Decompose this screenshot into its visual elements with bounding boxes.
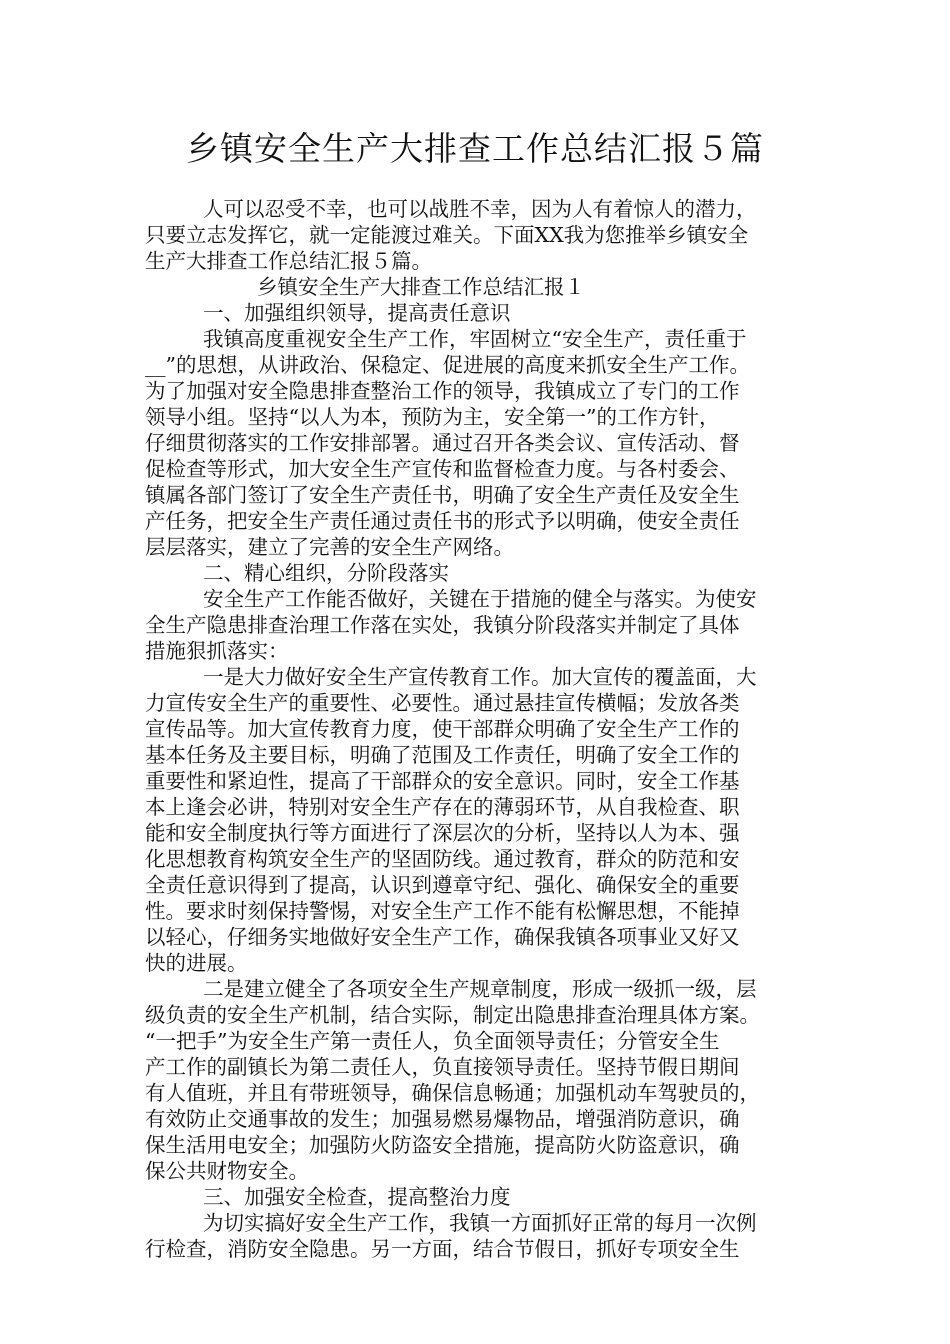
paragraph-line: 镇属各部门签订了安全生产责任书，明确了安全生产责任及安全生 <box>145 483 740 507</box>
paragraph-line: 措施狠抓落实： <box>145 639 289 663</box>
paragraph-line: 层层落实，建立了完善的安全生产网络。 <box>145 535 514 559</box>
paragraph-line: 领导小组。坚持“以人为本，预防为主，安全第一”的工作方针， <box>145 405 720 429</box>
paragraph-line: 本上逢会必讲，特别对安全生产存在的薄弱环节，从自我检查、职 <box>145 795 740 819</box>
paragraph-line: 只要立志发挥它，就一定能渡过难关。下面XX我为您推举乡镇安全 <box>145 223 749 247</box>
paragraph-line: 行检查，消防安全隐患。另一方面，结合节假日，抓好专项安全生 <box>145 1237 740 1261</box>
paragraph-line: 人可以忍受不幸，也可以战胜不幸，因为人有着惊人的潜力， <box>203 197 757 221</box>
paragraph-line: 我镇高度重视安全生产工作，牢固树立“安全生产，责任重于 <box>203 327 747 351</box>
paragraph-line: 保公共财物安全。 <box>145 1159 309 1183</box>
section-heading: 二、精心组织，分阶段落实 <box>203 561 449 585</box>
paragraph-line: 一是大力做好安全生产宣传教育工作。加大宣传的覆盖面，大 <box>203 665 757 689</box>
section-title: 乡镇安全生产大排查工作总结汇报１ <box>257 275 585 299</box>
paragraph-line: 有效防止交通事故的发生；加强易燃易爆物品，增强消防意识，确 <box>145 1107 740 1131</box>
paragraph-line: 快的进展。 <box>145 951 248 975</box>
paragraph-line: 产任务，把安全生产责任通过责任书的形式予以明确，使安全责任 <box>145 509 740 533</box>
paragraph-line: 宣传品等。加大宣传教育力度，使干部群众明确了安全生产工作的 <box>145 717 740 741</box>
paragraph-line: 力宣传安全生产的重要性、必要性。通过悬挂宣传横幅；发放各类 <box>145 691 740 715</box>
paragraph-line: 基本任务及主要目标，明确了范围及工作责任，明确了安全工作的 <box>145 743 740 767</box>
paragraph-line: 以轻心，仔细务实地做好安全生产工作，确保我镇各项事业又好又 <box>145 925 740 949</box>
paragraph-line: 为切实搞好安全生产工作，我镇一方面抓好正常的每月一次例 <box>203 1211 757 1235</box>
paragraph-line: 全责任意识得到了提高，认识到遵章守纪、强化、确保安全的重要 <box>145 873 740 897</box>
paragraph-line: 有人值班，并且有带班领导，确保信息畅通；加强机动车驾驶员的， <box>145 1081 760 1105</box>
paragraph-line: 保生活用电安全；加强防火防盗安全措施，提高防火防盗意识，确 <box>145 1133 740 1157</box>
paragraph-line: 级负责的安全生产机制，结合实际，制定出隐患排查治理具体方案。 <box>145 1003 760 1027</box>
paragraph-line: 生产大排查工作总结汇报５篇。 <box>145 249 432 273</box>
paragraph-line: 重要性和紧迫性，提高了干部群众的安全意识。同时，安全工作基 <box>145 769 740 793</box>
paragraph-line: 性。要求时刻保持警惕，对安全生产工作不能有松懈思想，不能掉 <box>145 899 740 923</box>
paragraph-line: 化思想教育构筑安全生产的坚固防线。通过教育，群众的防范和安 <box>145 847 740 871</box>
section-heading: 三、加强安全检查，提高整治力度 <box>203 1185 511 1209</box>
paragraph-line: 促检查等形式，加大安全生产宣传和监督检查力度。与各村委会、 <box>145 457 740 481</box>
paragraph-line: 安全生产工作能否做好，关键在于措施的健全与落实。为使安 <box>203 587 757 611</box>
document-title: 乡镇安全生产大排查工作总结汇报５篇 <box>186 129 764 168</box>
document-body <box>145 196 810 1262</box>
paragraph-line: __”的思想，从讲政治、保稳定、促进展的高度来抓安全生产工作。 <box>145 353 750 377</box>
paragraph-line: 产工作的副镇长为第二责任人，负直接领导责任。坚持节假日期间 <box>145 1055 740 1079</box>
paragraph-line: 能和安全制度执行等方面进行了深层次的分析，坚持以人为本、强 <box>145 821 740 845</box>
paragraph-line: 为了加强对安全隐患排查整治工作的领导，我镇成立了专门的工作 <box>145 379 740 403</box>
section-heading: 一、加强组织领导，提高责任意识 <box>203 301 511 325</box>
paragraph-line: 二是建立健全了各项安全生产规章制度，形成一级抓一级，层 <box>203 977 757 1001</box>
paragraph-line: 仔细贯彻落实的工作安排部署。通过召开各类会议、宣传活动、督 <box>145 431 740 455</box>
paragraph-line: 全生产隐患排查治理工作落在实处，我镇分阶段落实并制定了具体 <box>145 613 740 637</box>
paragraph-line: “一把手”为安全生产第一责任人，负全面领导责任；分管安全生 <box>145 1029 720 1053</box>
